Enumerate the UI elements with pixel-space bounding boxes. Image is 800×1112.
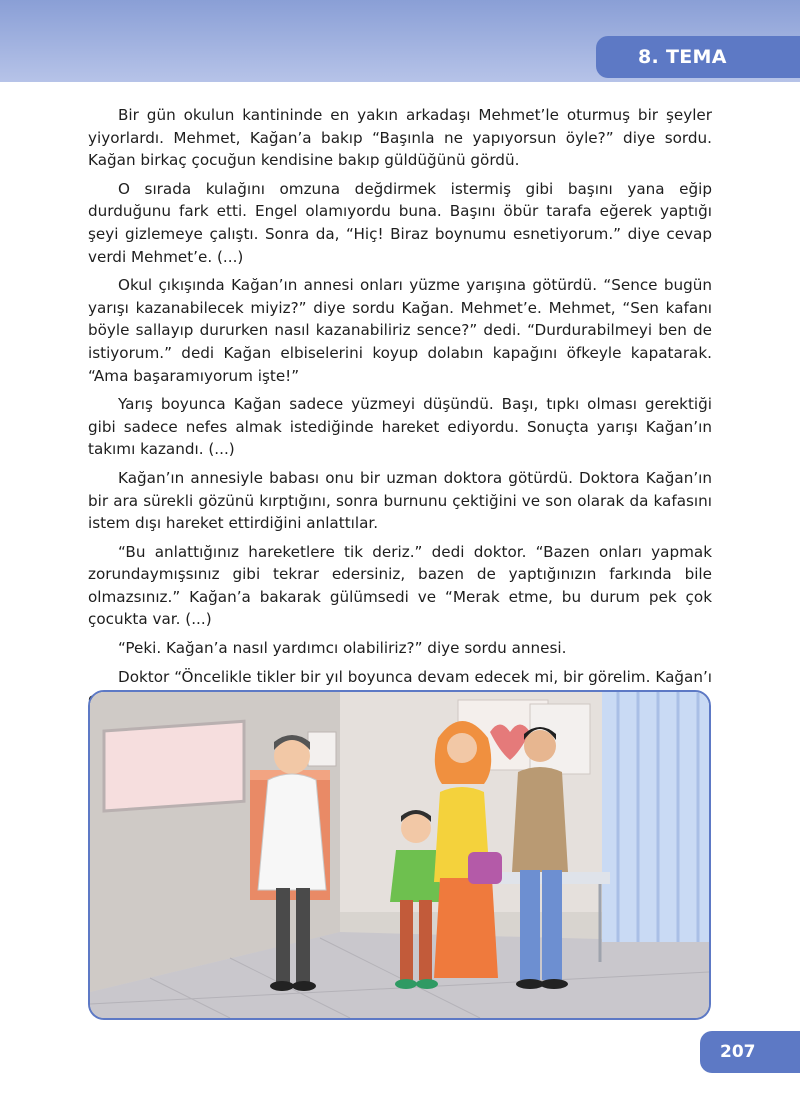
page-number: 207 (720, 1042, 756, 1062)
illustration-scene (90, 692, 709, 1018)
paragraph: Doktor “Öncelikle tikler bir yıl boyunca devam edecek mi, bir görelim. Kağan’ı (118, 667, 712, 686)
story-text (88, 104, 712, 717)
paragraph: Bir gün okulun kantininde en yakın arkadaşı Mehmet’le oturmuş bir şeyler yiyorlardı. Mehmet, Kağan’a bakıp “Başınla ne yapıyorsun öyle?” diye sordu. Kağan birkaç çocuğun kendisine bakıp güldüğünü gördü. (88, 106, 712, 170)
paragraph: O sırada kulağını omzuna değdirmek istermiş gibi başını yana eğip durduğunu fark etti. Engel olamıyordu buna. Başını öbür tarafa eğerek yaptığı şeyi gizlemeye çalıştı. Sonra da, “Hiç! Biraz boynumu esnetiyorum.” diye cevap verdi Mehmet’e. (...) (88, 179, 712, 266)
paragraph: Okul çıkışında Kağan’ın annesi onları yüzme yarışına götürdü. “Sence bugün yarışı kazanabilecek miyiz?” diye sordu Kağan. Mehmet’e. Mehmet, “Sen kafanı böyle sallayıp dururken nasıl kazanabiliriz sence?” dedi. “Durdurabilmeyi ben de istiyorum.” dedi Kağan elbiselerini koyup dolabın kapağını öfkeyle kapatarak. “Ama başaramıyorum işte!” (88, 276, 712, 385)
page-number-tab (700, 1031, 800, 1073)
theme-tab (596, 36, 800, 78)
paragraph: “Bu anlattığınız hareketlere tik deriz.” dedi doktor. “Bazen onları yapmak zorundaymışsınız gibi tekrar edersiniz, bazen de yaptığınızın farkında bile olmazsınız.” Kağan’a bakarak gülümsedi ve “Merak etme, bu durum pek çok çocukta var. (...) (88, 542, 712, 629)
theme-label: 8. TEMA (638, 46, 727, 68)
paragraph: “Peki. Kağan’a nasıl yardımcı olabiliriz?” diye sordu annesi. (118, 639, 567, 658)
paragraph: Yarış boyunca Kağan sadece yüzmeyi düşündü. Başı, tıpkı olması gerektiği gibi sadece nefes almak istediğinde hareket ediyordu. Sonuçta yarışı Kağan’ın takımı kazandı. (...) (88, 395, 712, 459)
paragraph: Kağan’ın annesiyle babası onu bir uzman doktora götürdü. Doktora Kağan’ın bir ara sürekli gözünü kırptığını, sonra burnunu çektiğini ve son olarak da kafasını istem dışı hareket ettirdiğini anlattılar. (88, 468, 712, 533)
doctor-office-illustration (88, 690, 711, 1020)
